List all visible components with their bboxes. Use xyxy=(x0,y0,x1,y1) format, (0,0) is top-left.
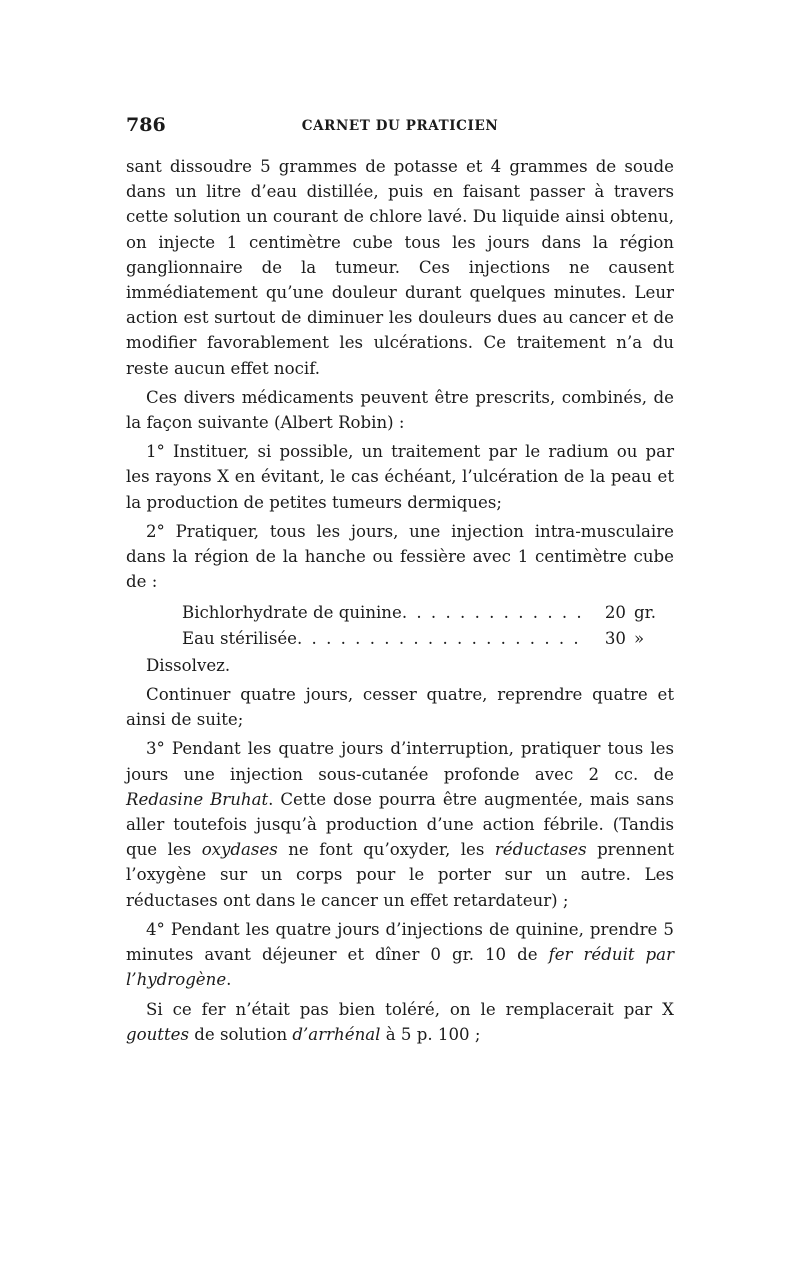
text-run: ne font qu’oxyder, les xyxy=(277,840,495,860)
paragraph-step-1: 1° Instituer, si possible, un traitement par le radium ou par les rayons X en évitant, le cas échéant, l’ulcération de la peau et la production de petites tumeurs dermiques; xyxy=(126,442,674,512)
text-run: de solution xyxy=(188,1024,293,1044)
text-run: 3° Pendant les quatre jours d’interruption, pratiquer tous les jours une injection sous-cutanée profonde avec 2 cc. de xyxy=(126,739,674,784)
italic-term: oxydases xyxy=(201,840,278,860)
page-number: 786 xyxy=(126,114,166,136)
leader-dots xyxy=(297,626,586,651)
prescription-instruction: Dissolvez. xyxy=(146,655,231,675)
text-run: à 5 p. 100 ; xyxy=(380,1024,481,1044)
text-run: . xyxy=(226,970,232,990)
prescription-row xyxy=(182,626,674,651)
prescription-block xyxy=(182,600,674,650)
book-page xyxy=(126,114,674,1051)
paragraph-alternative xyxy=(126,997,674,1047)
paragraph-step-4 xyxy=(126,917,674,993)
text-run: Si ce fer n’était pas bien toléré, on le remplacerait par X xyxy=(146,999,674,1019)
text-run: . Cette dose pourra être augmentée, mais sans aller toutefois jusqu’à production d’une action fébrile. (Tandis que les xyxy=(126,789,674,860)
paragraph-continue: Continuer quatre jours, cesser quatre, reprendre quatre et ainsi de suite; xyxy=(126,685,674,730)
prescription-row xyxy=(182,600,674,625)
ingredient-quantity: 30 xyxy=(604,628,626,648)
italic-term: gouttes xyxy=(126,1024,189,1044)
italic-term: Redasine Bruhat xyxy=(126,789,269,809)
page-header xyxy=(126,114,674,142)
paragraph-step-2: 2° Pratiquer, tous les jours, une injection intra-musculaire dans la région de la hanche ou fessière avec 1 centimètre cube de : xyxy=(126,521,674,592)
running-title: CARNET DU PRATICIEN xyxy=(301,118,499,134)
italic-term: d’arrhénal xyxy=(292,1024,381,1044)
italic-term: fer réduit par l’hydrogène xyxy=(126,945,675,990)
ingredient-quantity: 20 xyxy=(604,603,626,623)
paragraph-step-3 xyxy=(126,736,674,912)
page-body xyxy=(126,154,674,1047)
text-run: 4° Pendant les quatre jours d’injections de quinine, prendre 5 minutes avant déjeuner et dîner 0 gr. 10 de xyxy=(126,919,674,965)
leader-dots xyxy=(402,600,586,625)
ingredient-name: Bichlorhydrate de quinine xyxy=(182,603,402,623)
ingredient-unit: » xyxy=(634,628,645,648)
paragraph-continuation: sant dissoudre 5 grammes de potasse et 4 grammes de soude dans un litre d’eau distillée, puis en faisant passer à travers cette solution un courant de chlore lavé. Du liquide ainsi obtenu, on injecte 1 centimètre cube tous les jours dans la région ganglionnaire de la tumeur. Ces injections ne causent immédiatement qu’une douleur durant quelques minutes. Leur action est surtout de diminuer les douleurs dues au cancer et de modifier favorablement les ulcérations. Ce traitement n’a du reste aucun effet nocif. xyxy=(126,157,674,378)
italic-term: réductases xyxy=(494,840,587,860)
text-run: prennent l’oxygène sur un corps pour le porter sur un autre. Les réductases ont dans le cancer un effet retardateur) ; xyxy=(126,840,674,910)
paragraph-intro-prescription: Ces divers médicaments peuvent être prescrits, combinés, de la façon suivante (Albert Robin) : xyxy=(126,387,674,433)
ingredient-name: Eau stérilisée xyxy=(182,628,297,648)
ingredient-unit: gr. xyxy=(634,603,657,623)
